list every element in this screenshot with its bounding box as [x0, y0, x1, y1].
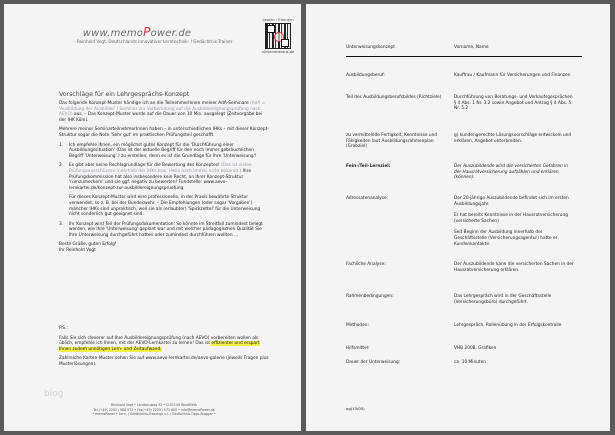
footer-tagline: • memoPower • Lern- / Gedächtnis-Trainings u.i. / Gedächtnis-Tipps-Blogger •	[92, 412, 216, 417]
row-value: Das Lehrgespräch wird in der Geschäftsstelle (Versicherungsbüro) durchgeführt.	[454, 294, 552, 305]
list-item	[59, 163, 269, 217]
logo-prefix: www.memo	[82, 28, 144, 39]
intro-section	[59, 101, 269, 254]
item-text-2: Ihre Prüfungskommission hat also insbesondere kein Recht, an Ihrer Konzept-Struktur 'rumzumeckern' und sie ggf. negativ zu bewerten! Fundstelle: www.aevo-lernkartei.de/konzept-zur-ausbildereignungspruefung	[69, 168, 251, 191]
item-text: Ich empfehle Ihnen, ein möglichst gutes Konzept für die 'Durchführung einer Ausbildungssituation' (Das ist der aktuelle Begriff für den noch immer gebräuchlichen Begriff 'Unterweisung'.) zu erstellen; denn es ist die Grundlage für Ihre 'Unterweisung'!	[69, 142, 257, 159]
signoff	[59, 242, 269, 253]
item-number: 2.	[59, 163, 64, 169]
ps-text: Falls Sie sich cleverer auf Ihre Ausbildereignungsprüfung (nach AEVO) vorbereiten wollen als üblich, empfehle ich Ihnen, mit der AEVO-Lernkartei zu lernen! Das ist	[59, 335, 259, 347]
row-key: zu vermittelnde Fertigkeit, Kenntnisse und Fähigkeiten laut Ausbildungsrahmenplan (Grobziel)	[346, 133, 438, 150]
row-value: ca. 10 Minuten	[454, 360, 486, 365]
intro-paragraph-2: Mehrere meiner SeminarteilnehmerInnen haben – in unterschiedlichen IHKs – mit dieser Konzept-Struktur sogar die Note 'Sehr gut' im praktischen Prüfungsteil geschafft.	[59, 127, 269, 138]
logo-p: P	[143, 25, 151, 39]
item-text: Es gibt aber keine Rechtsgrundlage für die Bewertung des Konzeptes!	[69, 163, 221, 169]
ps-highlight: effizienter und erspart Ihnen zudem unnötigen Lern- und Zeitaufwand.	[59, 341, 260, 352]
signoff-greeting: Beste Grüße, guten Erfolg!	[59, 242, 117, 248]
row-value-line: Der 20-jährige Auszubildende befindet sich im ersten Ausbildungsjahr.	[454, 196, 569, 207]
ps-paragraph-2: Zahlreiche Karten-Muster sehen Sie auf www.aevo-lernkartei.de/aevo-galerie (jeweils Fragen plus Musterlösungen).	[59, 356, 269, 367]
memopower-logo	[57, 25, 217, 39]
item-number: 3.	[59, 221, 64, 227]
logo-suffix: ower.de	[150, 28, 192, 39]
qr-block	[257, 18, 299, 54]
item-grey-text: (Das ist vielen Prüfungsausschüssen innerhalb der IHKs bzw. Hwks noch immer nicht bekannt.)	[69, 163, 252, 174]
item-subparagraph: Für dieses Konzept-Muster wird eine professionelle, in der Praxis bewährte Struktur verwendet, so z. B. bei der Bundeswehr. – Die Empfehlungen (oder sogar 'Vorgaben') mancher IHKs sind unpraktisch, weil sie als (erlaubter) 'Spickzettel' für die Unterweisung nicht sonderlich gut geeignet sind.	[69, 195, 261, 218]
row-key: Methoden:	[346, 323, 369, 328]
intro-text-2: aus. – Das Konzept-Muster wurde auf die Dauer von 10 Min. ausgelegt (Zeitvorgabe bei der IHK Köln).	[59, 112, 263, 123]
row-key: Teil des Ausbildungsberufsbildes (Richtziele)	[346, 95, 442, 100]
left-page	[4, 4, 301, 431]
intro-text: Das folgende Konzept-Muster händige ich an die TeilnehmerInnen meiner AdA-Seminare	[59, 101, 251, 106]
row-value: Der Auszubildende wird die versicherten Gefahren in der Hausratversicherung aufzählen und erklären (können).	[454, 164, 568, 181]
qr-caption-bottom: nihsemmeraus.de	[261, 50, 295, 54]
recommendations-list	[59, 143, 269, 239]
header-value: Vorname, Name	[454, 45, 489, 50]
ps-label: P.S.:	[59, 326, 68, 331]
page-id: ag(13/05)	[346, 406, 365, 411]
row-value: Lehrgespräch, Rollenübung in der Erfolgskontrolle	[454, 323, 562, 328]
row-value-line: Er hat bereits Kenntnisse in der Hausratversicherung (versicherte Sachen)	[454, 213, 568, 224]
signoff-name: Ihr Reinhold Vogt	[59, 248, 96, 254]
intro-paragraph-1	[59, 101, 269, 123]
item-number: 1.	[59, 142, 64, 148]
blog-watermark: blog	[44, 389, 64, 399]
row-value-line: Seit Beginn der Ausbildung innerhalb der Geschäftsstelle (Versicherungsagentur) hatte er Kundenkontakte.	[454, 230, 558, 247]
row-key: Hilfsmittel:	[346, 346, 370, 351]
footer	[74, 403, 234, 417]
right-page	[306, 4, 610, 431]
header-key: Unterweisungskonzept	[346, 45, 395, 50]
divider	[346, 56, 582, 57]
item-text: Ihr Konzept wird Teil der Prüfungsdokumentation: So könnte im Streitfall zumindest belegt werden, wie Ihre 'Unterweisung' geplant war und mit welcher pädagogischen Qualität Sie Ihre Unterweisung durchgeführt hatten oder zumindest durchführen wollten ...	[69, 221, 263, 238]
intro-grey-text: (AdA = 'Ausbildung der Ausbilder' / Seminar zur Vorbereitung auf die Ausbildereignungsprüfung nach AEVO)	[59, 101, 266, 118]
row-key: Adressatenanalyse:	[346, 196, 389, 201]
row-value: Durchführung von Beratungs- und Verkaufsgesprächen § 4 Abs. 1 Nr. 3.2 sowie Angebot und Antrag § 4 Abs. 5 Nr. 5.2	[454, 95, 573, 112]
ps-paragraph-1	[59, 336, 269, 353]
row-key: Rahmenbedingungen:	[346, 294, 394, 299]
list-item	[59, 143, 269, 160]
row-value: VHB 2008, Grafiken	[454, 346, 497, 351]
tagline: - Reinhold Vogt, Deutschlands innovativer Lerntechnik- / Gedächtnis-Trainer	[74, 39, 233, 44]
row-value: g) kundengerechte Lösungsvorschläge entwickeln und erklären, Angebot unterbreiten.	[454, 133, 572, 144]
postscript	[59, 326, 269, 372]
list-item	[59, 222, 269, 239]
row-value: Der Auszubildende kann die versicherten Sachen in der Hausratversicherung erklären.	[454, 262, 574, 273]
row-key: Dauer der Unterweisung:	[346, 360, 401, 365]
footer-address: Reinhold Vogt • Landbauweg 35 • D-51149 Wiedflieth	[110, 403, 198, 407]
row-value: Kauffrau / Kaufmann für Versicherungen und Finanzen	[454, 73, 571, 78]
row-key: Fein-/Teil-Lernziel:	[346, 164, 391, 169]
qr-code-icon	[265, 23, 291, 49]
row-key: Fachliche Analyse:	[346, 262, 386, 267]
qr-caption-top: Lernen / Erinnern	[262, 18, 294, 22]
document-title: Vorschläge für ein Lehrgesprächs-Konzept	[59, 91, 190, 98]
row-key: Ausbildungsberuf:	[346, 73, 385, 78]
footer-contact: Tel.(+49) 2203 / 988 573 • Fax(+49) 2203 / 571 800 • info@memoPower.de	[93, 407, 215, 412]
row-value	[454, 196, 574, 247]
